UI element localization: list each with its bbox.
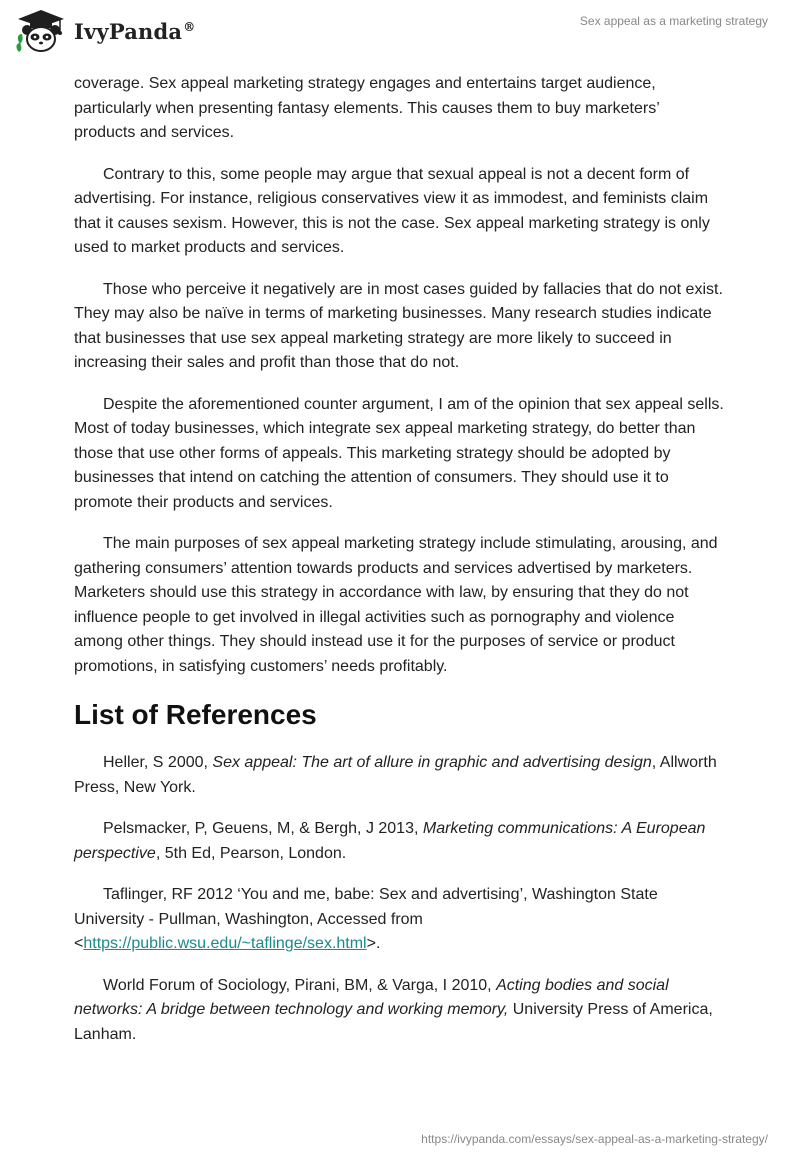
reference-link[interactable]: https://public.wsu.edu/~taflinge/sex.html [83, 935, 367, 952]
body-paragraph: Despite the aforementioned counter argument, I am of the opinion that sex appeal sells. Most of today businesses, which integrate sex appeal marketing strategy, do better than those that use other forms of appeals. This marketing strategy should be adopted by businesses that intend on catching the attention of consumers. They should use it to promote their products and services. [74, 395, 724, 511]
body-paragraph: The main purposes of sex appeal marketing strategy include stimulating, arousing, and gathering consumers’ attention towards products and services advertised by marketers. Marketers should use this strategy in accordance with law, by ensuring that they do not influence people to get involved in illegal activities such as pornography and violence among other things. They should instead use it for the purposes of service or product promotions, in satisfying customers’ needs profitably. [74, 535, 718, 675]
page-header [0, 0, 800, 70]
footer-url[interactable]: https://ivypanda.com/essays/sex-appeal-as-a-marketing-strategy/ [421, 1132, 768, 1146]
references-heading: List of References [74, 699, 317, 730]
panda-graduate-icon [14, 8, 68, 54]
body-paragraph: Those who perceive it negatively are in most cases guided by fallacies that do not exist. They may also be naïve in terms of marketing businesses. Many research studies indicate that businesses that use sex appeal marketing strategy are more likely to succeed in increasing their sales and profit than those that do not. [74, 280, 723, 371]
reference-item: Pelsmacker, P, Geuens, M, & Bergh, J 2013, Marketing communications: A European perspective, 5th Ed, Pearson, London. [74, 820, 706, 862]
essay-content [74, 72, 724, 1064]
reference-item: World Forum of Sociology, Pirani, BM, & Varga, I 2010, Acting bodies and social networks: A bridge between technology and working memory, University Press of America, Lanham. [74, 976, 713, 1043]
document-title: Sex appeal as a marketing strategy [579, 14, 768, 28]
body-paragraph: coverage. Sex appeal marketing strategy engages and entertains target audience, particularly when presenting fantasy elements. This causes them to buy marketers’ products and services. [74, 75, 660, 141]
logo-text: IvyPanda® [74, 18, 196, 44]
ivypanda-logo[interactable] [14, 8, 195, 54]
body-paragraph: Contrary to this, some people may argue that sexual appeal is not a decent form of advertising. For instance, religious conservatives view it as immodest, and feminists claim that it causes sexism. However, this is not the case. Sex appeal marketing strategy is only used to market products and services. [74, 165, 710, 256]
reference-item: Heller, S 2000, Sex appeal: The art of allure in graphic and advertising design, Allworth Press, New York. [74, 754, 717, 796]
reference-item: Taflinger, RF 2012 ‘You and me, babe: Sex and advertising’, Washington State University - Pullman, Washington, Accessed from <https://public.wsu.edu/~taflinge/sex.html>. [74, 886, 658, 952]
